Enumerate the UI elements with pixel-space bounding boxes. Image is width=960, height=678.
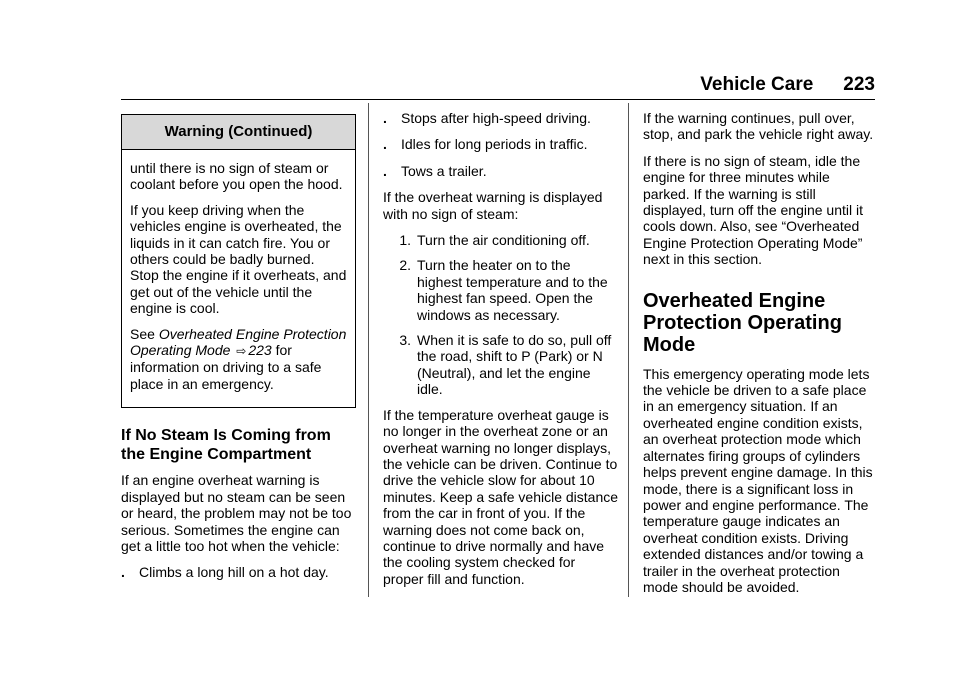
paragraph: This emergency operating mode lets the vehicle be driven to a safe place in an emergency situation. If an overheated engine condition exists, an overheat protection mode which alternates firing groups of cylinders helps prevent engine damage. In this mode, there is a significant loss in power and engine performance. The temperature gauge indicates an overheat condition exists. Driving extended distances and/or towing a trailer in the overheat protection mode should be avoided. <box>643 365 873 595</box>
step-text: Turn the air conditioning off. <box>417 232 590 249</box>
list-item-text: Idles for long periods in traffic. <box>401 136 588 153</box>
header-rule <box>121 99 875 100</box>
list-item <box>121 564 357 580</box>
see-text: See <box>130 325 155 342</box>
warning-body <box>122 150 355 407</box>
step-number: 3. <box>399 332 411 349</box>
paragraph: If the warning continues, pull over, stop, and park the vehicle right away. <box>643 110 874 143</box>
column-2 <box>383 110 619 597</box>
reference-rest-text: for information on driving to a safe place in an emergency. <box>130 342 322 392</box>
section-heading: If No Steam Is Coming from the Engine Compartment <box>121 427 331 464</box>
numbered-step <box>383 257 619 323</box>
step-number: 1. <box>399 232 411 249</box>
paragraph: If there is no sign of steam, idle the engine for three minutes while parked. If the warning is still displayed, turn off the engine until it cools down. Also, see “Overheated Engine Protection Operating Mode” next in this section. <box>643 152 864 268</box>
list-item-text: Climbs a long hill on a hot day. <box>139 564 329 581</box>
page-reference-icon: ⇨ <box>236 344 247 359</box>
bullet-icon: . <box>383 136 387 153</box>
warning-box <box>121 114 356 408</box>
list-item <box>383 136 619 152</box>
list-item <box>383 110 619 126</box>
column-3 <box>643 110 877 605</box>
section-heading: Overheated Engine Protection Operating Mode <box>643 289 842 356</box>
cross-reference-link[interactable]: Overheated Engine Protection Operating Mode <box>130 325 347 359</box>
paragraph: If the temperature overheat gauge is no longer in the overheat zone or an overheat warning no longer displays, the vehicle can be driven. Continue to drive the vehicle slow for about 10 minutes. Keep a safe vehicle distance from the car in front of you. If the warning does not come back on, continue to drive normally and have the cooling system checked for proper fill and function. <box>383 406 619 587</box>
bullet-icon: . <box>383 110 387 126</box>
paragraph: If the overheat warning is displayed with no sign of steam: <box>383 189 603 222</box>
page-header <box>121 74 875 96</box>
bullet-icon: . <box>121 564 125 581</box>
column-divider-2 <box>628 103 629 597</box>
warning-reference-paragraph <box>130 326 347 393</box>
page-number: 223 <box>843 74 875 95</box>
reference-page-number: 223 <box>248 342 272 359</box>
list-item-text: Tows a trailer. <box>401 162 487 179</box>
list-item <box>383 163 619 179</box>
step-text: When it is safe to do so, pull off the road, shift to P (Park) or N (Neutral), and let the engine idle. <box>417 332 612 398</box>
column-divider-1 <box>368 103 369 597</box>
warning-paragraph: until there is no sign of steam or coolant before you open the hood. <box>130 160 343 193</box>
step-text: Turn the heater on to the highest temperature and to the highest fan speed. Open the windows as necessary. <box>417 257 608 323</box>
section-title: Vehicle Care <box>700 74 814 95</box>
warning-paragraph: If you keep driving when the vehicles engine is overheated, the liquids in it can catch fire. You or others could be badly burned. Stop the engine if it overheats, and get out of the vehicle until the engine is cool. <box>130 201 347 317</box>
warning-title: Warning (Continued) <box>122 115 355 150</box>
column-1 <box>121 114 357 591</box>
step-number: 2. <box>399 257 411 274</box>
paragraph: If an engine overheat warning is displayed but no steam can be seen or heard, the problem may not be too serious. Sometimes the engine can get a little too hot when the vehicle: <box>121 472 352 554</box>
bullet-icon: . <box>383 162 387 179</box>
list-item-text: Stops after high-speed driving. <box>401 110 591 126</box>
numbered-step <box>383 332 619 398</box>
numbered-step <box>383 232 619 248</box>
